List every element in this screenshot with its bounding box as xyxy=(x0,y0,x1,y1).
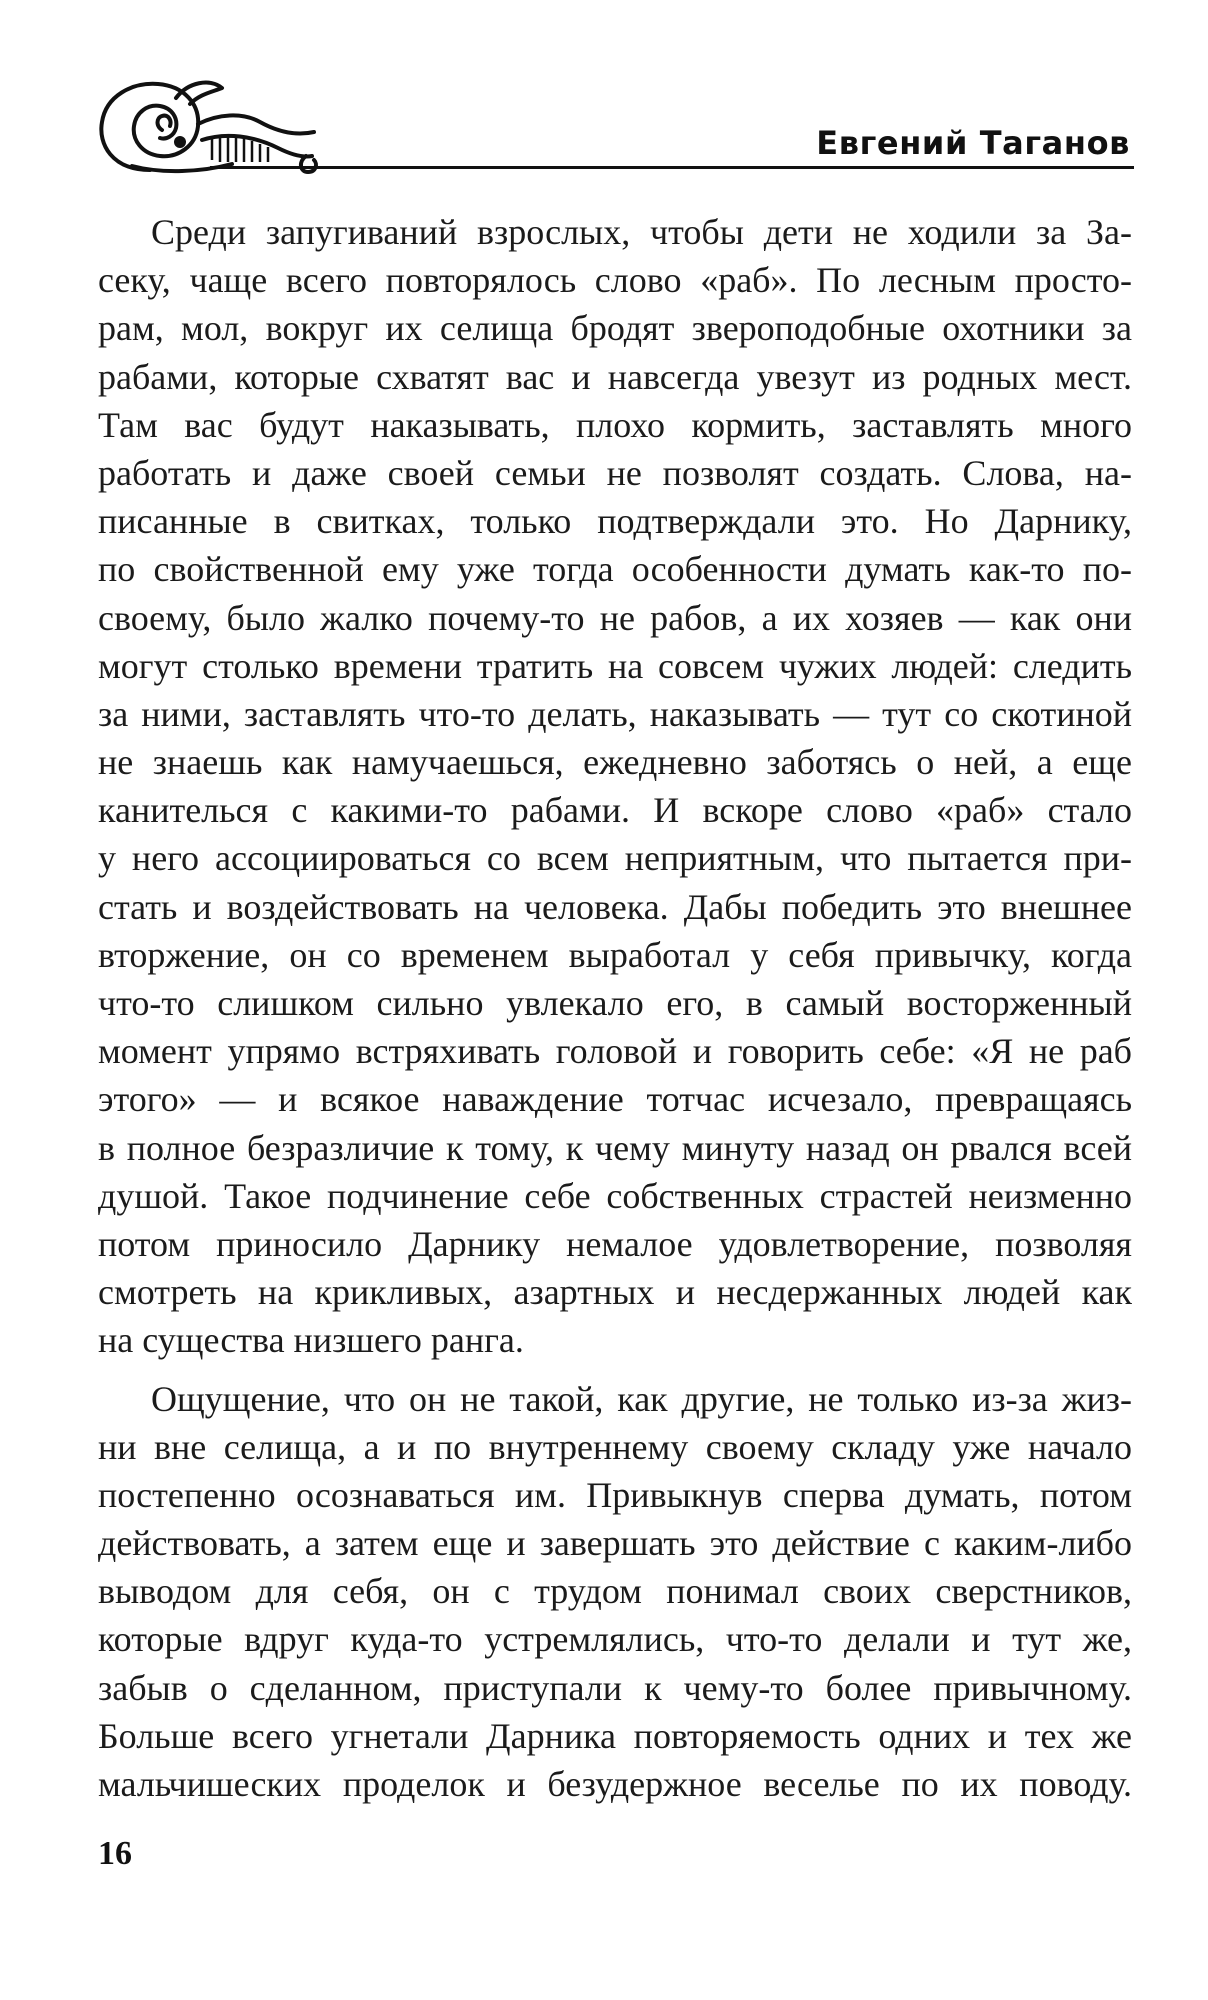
text-line: мальчишеских проделок и безудержное веселье по их поводу. xyxy=(98,1764,1132,1804)
text-line: могут столько времени тратить на совсем чужих людей: следить xyxy=(98,645,1132,686)
header-rule xyxy=(210,166,1134,169)
text-line: момент упрямо встряхивать головой и говорить себе: «Я не раб xyxy=(98,1031,1132,1072)
text-line: работать и даже своей семьи не позволят создать. Слова, на- xyxy=(98,452,1132,493)
text-line: по свойственной ему уже тогда особенности думать как-то по- xyxy=(98,549,1132,590)
text-line: вторжение, он со временем выработал у себя привычку, когда xyxy=(98,934,1132,975)
text-line: в полное безразличие к тому, к чему минуту назад он рвался всей xyxy=(98,1127,1132,1168)
text-line: рам, мол, вокруг их селища бродят звероподобные охотники за xyxy=(98,308,1132,349)
text-line: которые вдруг куда-то устремлялись, что-то делали и тут же, xyxy=(98,1619,1132,1660)
text-line: что-то слишком сильно увлекало его, в самый восторженный xyxy=(98,983,1132,1023)
text-line: действовать, а затем еще и завершать это действие с каким-либо xyxy=(98,1523,1132,1564)
text-line: Там вас будут наказывать, плохо кормить, заставлять много xyxy=(98,404,1132,445)
text-line: душой. Такое подчинение себе собственных страстей неизменно xyxy=(98,1175,1132,1216)
text-line: секу, чаще всего повторялось слово «раб». По лесным просто- xyxy=(98,260,1132,301)
page-number: 16 xyxy=(98,1835,132,1872)
decorative-ornament-icon xyxy=(92,74,322,178)
text-line: забыв о сделанном, приступали к чему-то более привычному. xyxy=(98,1667,1132,1708)
text-line: канителься с какими-то рабами. И вскоре слово «раб» стало xyxy=(98,790,1132,831)
running-head-author: Евгений Таганов xyxy=(816,124,1130,162)
paragraph xyxy=(98,208,1132,1365)
text-line: ни вне селища, а и по внутреннему своему складу уже начало xyxy=(98,1426,1132,1467)
text-line: на существа низшего ранга. xyxy=(98,1320,524,1361)
text-line: писанные в свитках, только подтверждали это. Но Дарнику, xyxy=(98,501,1132,542)
text-line: у него ассоциироваться со всем неприятным, что пытается при- xyxy=(98,838,1132,879)
text-line: не знаешь как намучаешься, ежедневно заботясь о ней, а еще xyxy=(98,742,1132,783)
text-line: смотреть на крикливых, азартных и несдержанных людей как xyxy=(98,1272,1132,1313)
text-line: выводом для себя, он с трудом понимал своих сверстников, xyxy=(98,1571,1132,1612)
text-line: за ними, заставлять что-то делать, наказывать — тут со скотиной xyxy=(98,693,1132,734)
text-line: Ощущение, что он не такой, как другие, не только из-за жиз- xyxy=(151,1378,1132,1419)
paragraph xyxy=(98,1375,1132,1809)
text-line: стать и воздействовать на человека. Дабы победить это внешнее xyxy=(98,886,1132,927)
text-line: постепенно осознаваться им. Привыкнув сперва думать, потом xyxy=(98,1474,1132,1515)
text-line: этого» — и всякое наваждение тотчас исчезало, превращаясь xyxy=(98,1079,1132,1120)
text-line: своему, было жалко почему-то не рабов, а их хозяев — как они xyxy=(98,597,1132,638)
text-line: потом приносило Дарнику немалое удовлетворение, позволяя xyxy=(98,1223,1132,1264)
text-line: рабами, которые схватят вас и навсегда увезут из родных мест. xyxy=(98,356,1132,397)
text-line: Больше всего угнетали Дарника повторяемость одних и тех же xyxy=(98,1715,1132,1756)
text-line: Среди запугиваний взрослых, чтобы дети не ходили за За- xyxy=(151,212,1132,252)
body-text xyxy=(98,208,1132,1808)
